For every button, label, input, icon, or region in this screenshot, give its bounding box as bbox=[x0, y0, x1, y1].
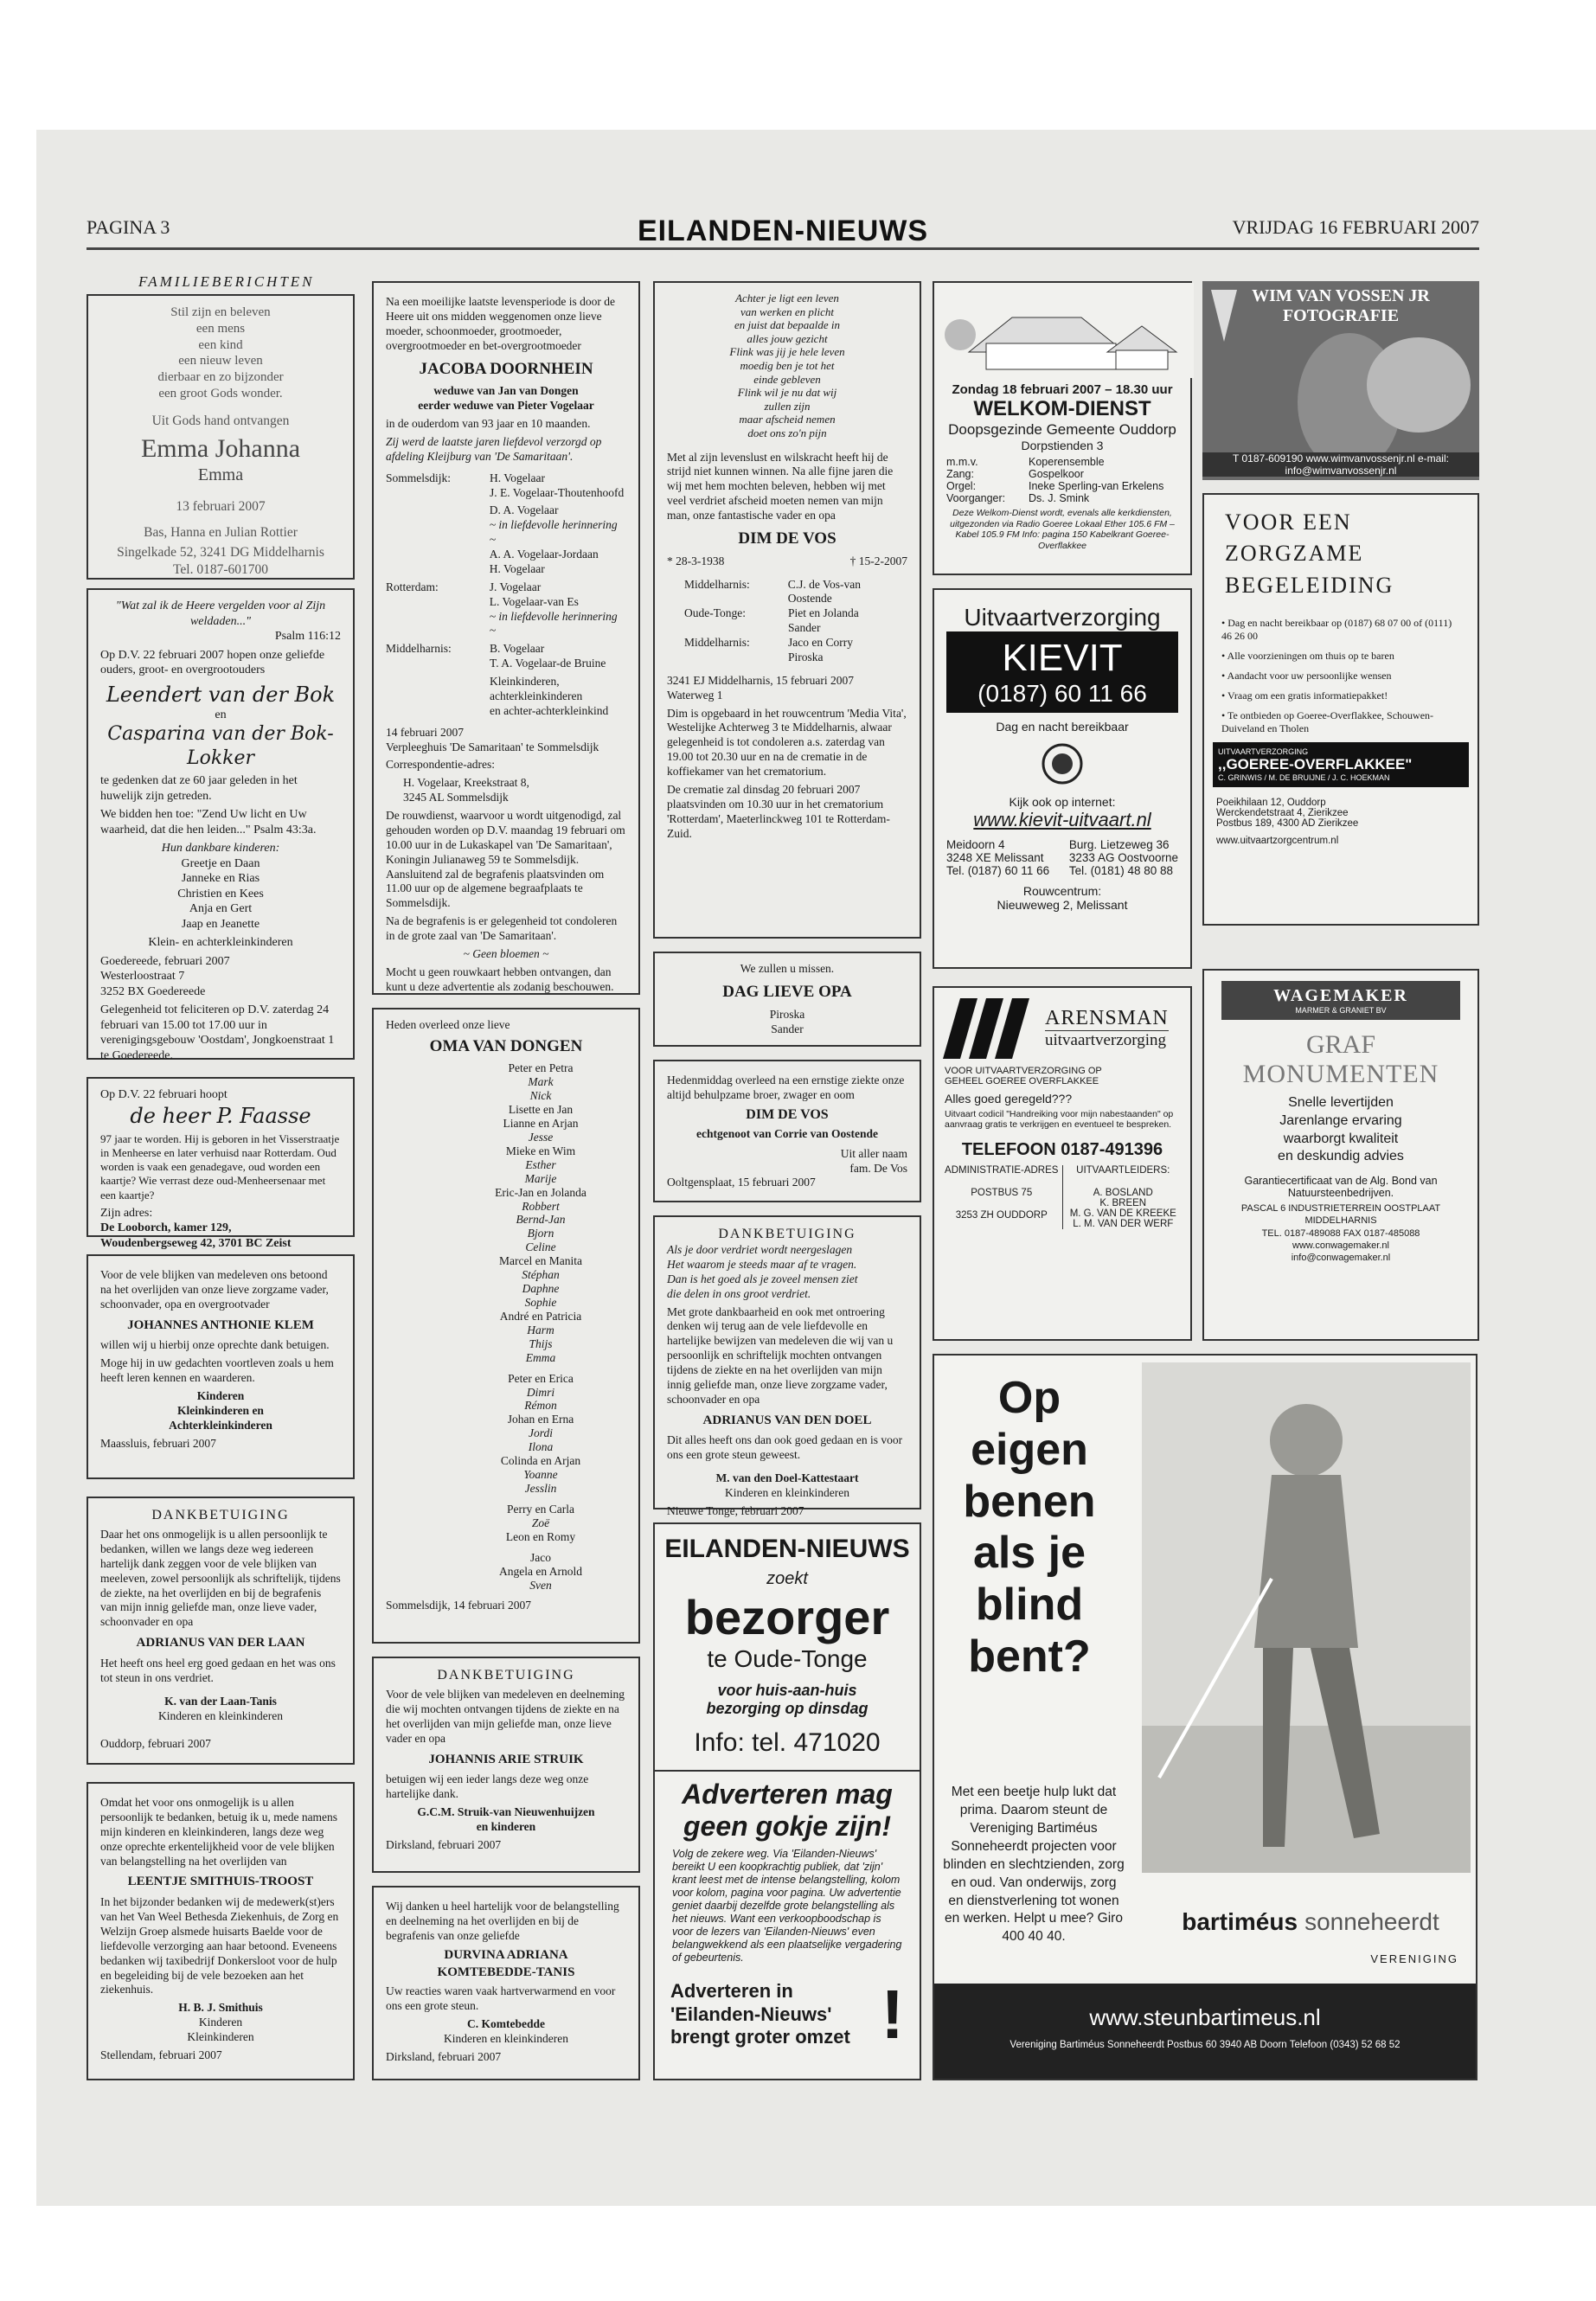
list-item: Marije bbox=[524, 1171, 557, 1185]
death-notice-oma: Heden overleed onze lieve OMA VAN DONGEN Peter en Petra Mark Nick Lisette en Jan Lianne en Arjan Jesse Mieke en Wim Esther Marije Eric-Jan en Jolanda Robbert Bernd-Jan Bjorn Celine Marcel en Manita Stéphan Daphne Sophie André en Patricia Harm Thijs Emma Peter en Erica Dimri Rémon Johan en Erna Jordi Ilona Colinda en Arjan Yoanne Jesslin Perry en Carla Zoë Leon en Romy Jaco Angela en Arnold Sven Sommelsdijk, 14 februari 2007 bbox=[372, 1008, 640, 1644]
list-item: Jordi bbox=[529, 1426, 553, 1440]
issue-date: VRIJDAG 16 FEBRUARI 2007 bbox=[1232, 216, 1479, 238]
bartimeus-ad: Op eigen benen als je blind bent? Met een beetje hulp lukt dat prima. Daarom steunt de Vereniging Bartiméus Sonneheerdt projecten voor blinden en slechtzienden, zorg en oud. Van onderwijs, zorg en dienstverlening tot wonen en werken. Helpt u mee? Giro 400 40 40. bartiméus sonneheerdt VERENIGING www.steunbartimeus.nl Vereniging Bartiméus Sonneheerdt Postbus 60 3940 AB Doorn Telefoon (0343) 52 68 52 bbox=[933, 1354, 1477, 2080]
thanks-van-der-laan: DANKBETUIGING Daar het ons onmogelijk is u allen persoonlijk te bedanken, willen we langs deze weg iedereen hartelijk dank zeggen voor de vele blijken van meeleven, zowel persoonlijk als schriftelijk, tijdens de ziekte, na het overlijden en bij de begrafenis van mijn innig geliefde man, onze lieve vader, schoonvader en opa ADRIANUS VAN DER LAAN Het heeft ons heel erg goed gedaan en het was ons tot steun in ons verdriet. K. van der Laan-Tanis Kinderen en kleinkinderen Ouddorp, februari 2007 bbox=[87, 1497, 355, 1765]
church-illustration bbox=[934, 283, 1194, 378]
section-title: FAMILIEBERICHTEN bbox=[138, 273, 315, 290]
list-item: Yoanne bbox=[523, 1468, 558, 1482]
grandchildren-list bbox=[386, 1061, 626, 1592]
birthday-announcement: Op D.V. 22 februari hoopt de heer P. Faasse 97 jaar te worden. Hij is geboren in het Visserstraatje in Menheerse en later verhuisd naar Rotterdam. Oud worden is vaak een genadegave, oud worden een kaartje? Wie verrast deze oud-Menheersenaar met een kaartje? Zijn adres: De Looborch, kamer 129, Woudenbergseweg 42, 3701 BC Zeist bbox=[87, 1077, 355, 1237]
list-item: Sven bbox=[529, 1578, 552, 1592]
list-item: Angela en Arnold bbox=[499, 1564, 582, 1578]
list-item: Eric-Jan en Jolanda bbox=[495, 1185, 586, 1199]
list-item: Johan en Erna bbox=[507, 1413, 574, 1426]
list-item bbox=[455, 1365, 626, 1372]
poem: Stil zijn en beleven een mens een kind een nieuw leven dierbaar en zo bijzonder een groot Gods wonder. bbox=[157, 305, 284, 401]
list-item: Ilona bbox=[528, 1440, 554, 1454]
list-item bbox=[455, 1496, 626, 1503]
anniversary-announcement: "Wat zal ik de Heere vergelden voor al Zijn weldaden..." Psalm 116:12 Op D.V. 22 februari 2007 hopen onze geliefde ouders, groot- en overgrootouders Leendert van der Bok en Casparina van der Bok-Lokker te gedenken dat ze 60 jaar geleden in het huwelijk zijn getreden. We bidden hen toe: "Zend Uw licht en Uw waarheid, dat die hen leiden..." Psalm 43:3a. Hun dankbare kinderen: Greetje en Daan Janneke en Rias Christien en Kees Anja en Gert Jaap en Jeanette Klein- en achterkleinkinderen Goedereede, februari 2007 Westerloostraat 7 3252 BX Goedereede Gelegenheid tot feliciteren op D.V. zaterdag 24 februari van 15.00 tot 17.00 uur in verenigingsgebouw 'Oostdam', Jongkoenstraat 1 te Goedereede. bbox=[87, 588, 355, 1060]
list-item: Lianne en Arjan bbox=[503, 1117, 579, 1131]
thanks-smithuis: Omdat het voor ons onmogelijk is u allen persoonlijk te bedanken, betuig ik u, mede namens mijn kinderen en kleinkinderen, langs deze weg onze oprechte erkentelijkheid voor de vele blijken van belangstelling na het overlijden van LEENTJE SMITHUIS-TROOST In het bijzonder bedanken wij de medewerk(st)ers van het Van Weel Bethesda Ziekenhuis, de Zorg en Welzijn Groep alsmede huisarts Baelde voor de liefdevolle verzorging aan haar betoond. Eveneens bedanken wij taxibedrijf Donkersloot voor de hulp en begeleiding bij de vele bezoeken aan het ziekenhuis. H. B. J. Smithuis Kinderen Kleinkinderen Stellendam, februari 2007 bbox=[87, 1782, 355, 2080]
arensman-ad: ARENSMAN uitvaartverzorging VOOR UITVAARTVERZORGING OP GEHEEL GOEREE OVERFLAKKEE Alles goed geregeld??? Uitvaart codicil "Handreiking voor mijn nabestaanden" op aanvraag gratis te verkrijgen en eventueel te bespreken. TELEFOON 0187-491396 ADMINISTRATIE-ADRES POSTBUS 75 3253 ZH OUDDORP UITVAARTLEIDERS: A. BOSLAND K. BREEN M. G. VAN DE KREEKE L. M. VAN DER WERF bbox=[933, 986, 1192, 1341]
death-notice-doornhein: Na een moeilijke laatste levensperiode is door de Heere uit ons midden weggenomen onze lieve moeder, schoonmoeder, grootmoeder, overgrootmoeder en bet-overgrootmoeder JACOBA DOORNHEIN weduwe van Jan van Dongen eerder weduwe van Pieter Vogelaar in de ouderdom van 93 jaar en 10 maanden. Zij werd de laatste jaren liefdevol verzorgd op afdeling Kleijburg van 'De Samaritaan'. Sommelsdijk: H. Vogelaar J. E. Vogelaar-Thoutenhoofd D. A. Vogelaar ~ in liefdevolle herinnering ~ A. A. Vogelaar-Jordaan H. Vogelaar Rotterdam: J. Vogelaar L. Vogelaar-van Es ~ in liefdevolle herinnering ~ Middelharnis: B. Vogelaar T. A. Vogelaar-de Bruine Kleinkinderen, achterkleinkinderen en achter-achterkleinkind 14 februari 2007 Verpleeghuis 'De Samaritaan' te Sommelsdijk Correspondentie-adres: H. Vogelaar, Kreekstraat 8, 3245 AL Sommelsdijk De rouwdienst, waarvoor u wordt uitgenodigd, zal gehouden worden op D.V. maandag 19 februari om 10.00 uur in de Lukaskapel van 'De Samaritaan', Koningin Julianaweg 59 te Sommelsdijk. Aansluitend zal de begrafenis plaatsvinden om 11.00 uur op de algemene begraafplaats te Sommelsdijk. Na de begrafenis is er gelegenheid tot condoleren in de grote zaal van 'De Samaritaan'. ~ Geen bloemen ~ Mocht u geen rouwkaart hebben ontvangen, dan kunt u deze advertentie als zodanig beschouwen. bbox=[372, 281, 640, 995]
list-item: Jesse bbox=[528, 1130, 554, 1144]
thanks-komtebedde: Wij danken u heel hartelijk voor de belangstelling en deelneming na het overlijden en bij de begrafenis van onze geliefde DURVINA ADRIANA KOMTEBEDDE-TANIS Uw reacties waren vaak hartverwarmend en voor ons een grote steun. C. Komtebedde Kinderen en kleinkinderen Dirksland, februari 2007 bbox=[372, 1886, 640, 2080]
death-notice-de-vos-2: Hedenmiddag overleed na een ernstige ziekte onze altijd behulpzame broer, zwager en oom DIM DE VOS echtgenoot van Corrie van Oostende Uit aller naam fam. De Vos Ooltgensplaat, 15 februari 2007 bbox=[653, 1060, 921, 1202]
list-item: Peter en Petra bbox=[508, 1061, 574, 1075]
list-item: Bjorn bbox=[527, 1227, 554, 1240]
thanks-klem: Voor de vele blijken van medeleven ons betoond na het overlijden van onze lieve zorgzame vader, schoonvader, opa en overgrootvader JOHANNES ANTHONIE KLEM willen wij u hierbij onze oprechte dank betuigen. Moge hij in uw gedachten voortleven zoals u hem heeft leren kennen en waarderen. Kinderen Kleinkinderen en Achterkleinkinderen Maassluis, februari 2007 bbox=[87, 1254, 355, 1479]
farewell-opa: We zullen u missen. DAG LIEVE OPA Piroska Sander bbox=[653, 952, 921, 1047]
page-header bbox=[87, 215, 1479, 249]
birth-announcement: Stil zijn en beleven een mens een kind een nieuw leven dierbaar en zo bijzonder een groot Gods wonder. Uit Gods hand ontvangen Emma Johanna Emma 13 februari 2007 Bas, Hanna en Julian Rottier Singelkade 52, 3241 DG Middelharnis Tel. 0187-601700 bbox=[87, 294, 355, 580]
girl-with-cane-photo bbox=[1142, 1362, 1471, 1873]
list-item: Lisette en Jan bbox=[508, 1103, 574, 1117]
list-item: Mieke en Wim bbox=[505, 1144, 576, 1157]
list-item: Zoë bbox=[531, 1516, 550, 1529]
kievit-ad: Uitvaartverzorging KIEVIT (0187) 60 11 66 Dag en nacht bereikbaar Kijk ook op internet: www.kievit-uitvaart.nl Meidoorn 4 3248 XE Melissant Tel. (0187) 60 11 66 Burg. Lietzeweg 36 3233 AG Oostvoorne Tel. (0181) 48 80 88 Rouwcentrum: Nieuweweg 2, Melissant bbox=[933, 588, 1192, 969]
list-item: Mark bbox=[528, 1075, 554, 1089]
wagemaker-ad: WAGEMAKER MARMER & GRANIET BV GRAF MONUMENTEN Snelle levertijden Jarenlange ervaring waarborgt kwaliteit en deskundig advies Garantiecertificaat van de Alg. Bond van Natuursteenbedrijven. PASCAL 6 INDUSTRIETERREIN OOSTPLAAT MIDDELHARNIS TEL. 0187-489088 FAX 0187-485088 www.conwagemaker.nl info@conwagemaker.nl bbox=[1202, 969, 1479, 1341]
list-item: Esther bbox=[525, 1157, 556, 1171]
welkom-dienst-ad: Zondag 18 februari 2007 – 18.30 uur WELKOM-DIENST Doopsgezinde Gemeente Ouddorp Dorpstienden 3 m.m.v. Koperensemble Zang: Gospelkoor Orgel: Ineke Sperling-van Erkelens Voorganger: Ds. J. Smink Deze Welkom-Dienst wordt, evenals alle kerkdiensten, uitgezonden via Radio Goeree Lokaal Ether 105.6 FM – Kabel 105.9 FM Info: pagina 150 Kabelkrant Goeree-Overflakkee bbox=[933, 281, 1192, 575]
list-item: Leon en Romy bbox=[505, 1529, 576, 1543]
list-item: Stéphan bbox=[522, 1268, 560, 1282]
list-item: Thijs bbox=[529, 1336, 553, 1350]
list-item: Colinda en Arjan bbox=[500, 1454, 581, 1468]
thanks-struik: DANKBETUIGING Voor de vele blijken van medeleven en deelneming die wij mochten ontvangen tijdens de ziekte en na het overlijden van mijn geliefde man, onze lieve vader en opa JOHANNIS ARIE STRUIK betuigen wij een ieder langs deze weg onze hartelijke dank. G.C.M. Struik-van Nieuwenhuijzen en kinderen Dirksland, februari 2007 bbox=[372, 1657, 640, 1873]
list-item: Celine bbox=[525, 1240, 556, 1254]
list-item: Jaco bbox=[530, 1550, 551, 1564]
list-item: Jesslin bbox=[524, 1481, 557, 1495]
wim-van-vossen-ad: WIM VAN VOSSEN JR FOTOGRAFIE T 0187-609190 www.wimvanvossenjr.nl e-mail: info@wimvanvossenjr.nl bbox=[1202, 281, 1479, 480]
list-item: Peter en Erica bbox=[508, 1371, 574, 1385]
page-number: PAGINA 3 bbox=[87, 216, 170, 238]
list-item bbox=[455, 1544, 626, 1551]
baby-name: Emma Johanna bbox=[140, 433, 301, 463]
arensman-logo bbox=[943, 998, 1038, 1059]
death-notice-de-vos: Achter je ligt een leven van werken en plicht en juist dat bepaalde in alles jouw gezicht Flink was jij je hele leven moedig ben je tot het einde gebleven Flink wil je nu dat wij zullen zijn maar afscheid nemen doet ons zo'n pijn Met al zijn levenslust en wilskracht heeft hij de strijd niet kunnen winnen. Na alle fijne jaren die wij met hem mochten beleven, hebben wij met veel verdriet afscheid moeten nemen van mijn man, onze fantastische vader en opa DIM DE VOS * 28-3-1938 † 15-2-2007 Middelharnis: C.J. de Vos-van Oostende Oude-Tonge: Piet en Jolanda Sander Middelharnis: Jaco en Corry Piroska 3241 EJ Middelharnis, 15 februari 2007 Waterweg 1 Dim is opgebaard in het rouwcentrum 'Media Vita', Westelijke Achterweg 3 te Middelharnis, alwaar gelegenheid is tot condoleren a.s. zaterdag van 19.00 tot 20.30 uur en na de crematie in de koffiekamer van het crematorium. De crematie zal dinsdag 20 februari 2007 plaatsvinden om 10.30 uur in het crematorium 'Rotterdam', Maeterlinckweg 101 te Rotterdam-Zuid. bbox=[653, 281, 921, 939]
masthead: EILANDEN-NIEUWS bbox=[637, 215, 929, 247]
list-item: Daphne bbox=[522, 1282, 560, 1296]
list-item: Marcel en Manita bbox=[499, 1254, 582, 1268]
list-item: Perry en Carla bbox=[507, 1502, 574, 1516]
goeree-overflakkee-ad: VOOR EEN ZORGZAME BEGELEIDING • Dag en nacht bereikbaar op (0187) 68 07 00 of (0111) 46 26 00 • Alle voorzieningen om thuis op te baren • Aandacht voor uw persoonlijke wensen • Vraag om een gratis informatiepakket! • Te ontbieden op Goeree-Overflakkee, Schouwen-Duiveland en Tholen UITVAARTVERZORGING ,,GOEREE-OVERFLAKKEE" C. GRINWIS / M. DE BRUIJNE / J. C. HOEKMAN Poeikhilaan 12, Ouddorp Werckendetstraat 4, Zierikzee Postbus 189, 4300 AD Zierikzee www.uitvaartzorgcentrum.nl bbox=[1202, 493, 1479, 926]
list-item: Sophie bbox=[524, 1296, 557, 1309]
list-item: Emma bbox=[525, 1350, 556, 1364]
list-item: Robbert bbox=[522, 1199, 560, 1213]
kievit-emblem bbox=[1041, 742, 1084, 785]
list-item: André en Patricia bbox=[499, 1309, 582, 1323]
list-item: Dimri bbox=[526, 1385, 555, 1399]
list-item: Rémon bbox=[524, 1399, 557, 1413]
list-item: Harm bbox=[527, 1323, 554, 1336]
thanks-van-den-doel: DANKBETUIGING Als je door verdriet wordt neergeslagen Het waarom je steeds maar af te vragen. Dan is het goed als je zoveel mensen ziet die delen in ons groot verdriet. Met grote dankbaarheid en ook met ontroering denken wij terug aan de vele liefdevolle en hartelijke bewijzen van medeleven die wij van u persoonlijk en schriftelijk mochten ontvangen tijdens de ziekte en na het overlijden van mijn innig geliefde man, onze lieve zorgzame vader, schoonvader en opa ADRIANUS VAN DEN DOEL Dit alles heeft ons dan ook goed gedaan en is voor ons een grote steun geweest. M. van den Doel-Kattestaart Kinderen en kleinkinderen Nieuwe Tonge, februari 2007 bbox=[653, 1215, 921, 1509]
bezorger-ad: EILANDEN-NIEUWS zoekt bezorger te Oude-Tonge voor huis-aan-huis bezorging op dinsdag Info: tel. 471020 Adverteren mag geen gokje zijn! Volg de zekere weg. Via 'Eilanden-Nieuws' bereikt U een koopkrachtig publiek, dat 'zijn' krant leest met de intense belangstelling, kolom voor kolom, pagina voor pagina. Uw advertentie geniet daarbij dezelfde grote belangstelling als het nieuws. Want een verkoopboodschap is voor de lezers van 'Eilanden-Nieuws' even belangwekkend als een plaatselijke vergadering of gebeurtenis. Adverteren in 'Eilanden-Nieuws' brengt groter omzet ! bbox=[653, 1522, 921, 2080]
list-item: Nick bbox=[529, 1089, 552, 1103]
list-item: Bernd-Jan bbox=[516, 1213, 566, 1227]
